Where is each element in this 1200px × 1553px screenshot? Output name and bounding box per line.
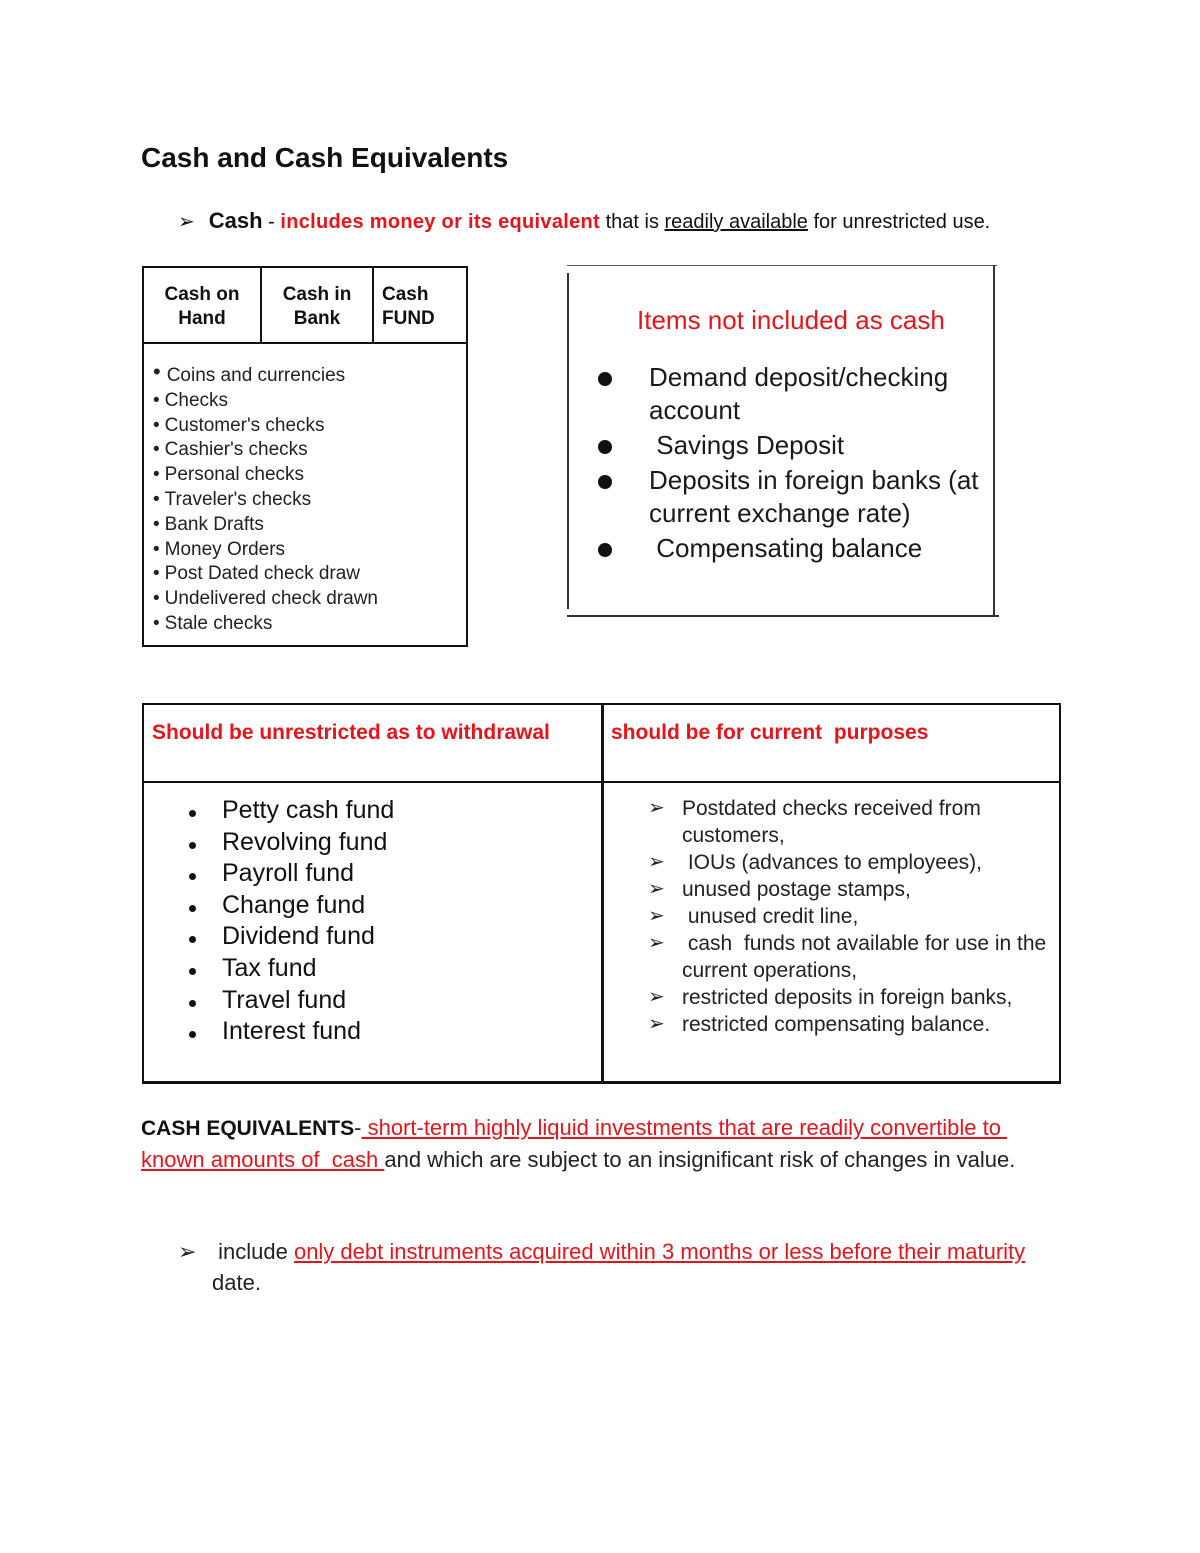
header-cash-fund xyxy=(382,268,462,342)
list-item: Change fund xyxy=(187,890,394,922)
cash-equivalents-red-definition: short-term highly liquid investments that are readily convertible to known amounts of cash xyxy=(141,1115,1008,1172)
header-line: FUND xyxy=(382,308,435,329)
header-cash-in-bank xyxy=(262,268,372,342)
cash-term: Cash xyxy=(208,208,263,233)
bullet-text-end: date. xyxy=(212,1270,261,1295)
readily-available-underlined: readily available xyxy=(664,211,808,233)
list-item: ➢ unused postage stamps, xyxy=(648,876,1048,903)
debt-instruments-red-text: only debt instruments acquired within 3 months or less before their maturity xyxy=(293,1239,1026,1264)
cash-equivalents-definition xyxy=(141,1112,1061,1175)
list-item: Dividend fund xyxy=(187,921,394,953)
bullet-text: include xyxy=(212,1239,294,1264)
header-line: Cash in xyxy=(282,284,352,305)
list-item: • Undelivered check drawn xyxy=(153,587,378,612)
debt-instruments-bullet xyxy=(178,1236,1038,1298)
column-divider xyxy=(601,705,604,1081)
list-item: Petty cash fund xyxy=(187,795,394,827)
items-not-included-box xyxy=(567,265,997,617)
definition-text: that is xyxy=(600,211,665,233)
header-line: Cash xyxy=(382,284,429,305)
list-item: • Bank Drafts xyxy=(153,513,378,538)
list-item: • Personal checks xyxy=(153,463,378,488)
box-border xyxy=(567,615,999,617)
page-title: Cash and Cash Equivalents xyxy=(141,142,509,173)
cash-items-list xyxy=(153,360,378,637)
funds-table xyxy=(142,703,1061,1084)
funds-list xyxy=(187,795,394,1048)
list-item: Interest fund xyxy=(187,1016,394,1048)
dash: - xyxy=(354,1115,362,1140)
list-item: • Stale checks xyxy=(153,612,378,637)
list-item: Payroll fund xyxy=(187,858,394,890)
list-item: Demand deposit/checking account xyxy=(597,361,997,427)
list-item: ➢ Postdated checks received from customers, xyxy=(648,795,1048,849)
list-item: ➢ restricted compensating balance. xyxy=(648,1011,1048,1038)
list-item: Revolving fund xyxy=(187,827,394,859)
list-item: • Post Dated check draw xyxy=(153,562,378,587)
list-item: Deposits in foreign banks (at current exchange rate) xyxy=(597,464,997,530)
list-item: • Cashier's checks xyxy=(153,438,378,463)
list-item: • Traveler's checks xyxy=(153,488,378,513)
cash-equivalents-rest: and which are subject to an insignificant risk of changes in value. xyxy=(384,1147,1016,1172)
not-included-title: Items not included as cash xyxy=(637,305,945,335)
dash: - xyxy=(262,211,281,233)
header-cash-on-hand xyxy=(144,268,260,342)
not-included-list xyxy=(597,361,997,567)
cash-equivalents-term: CASH EQUIVALENTS xyxy=(141,1117,355,1140)
list-item: • Checks xyxy=(153,389,378,414)
list-item: Travel fund xyxy=(187,985,394,1017)
cash-components-table xyxy=(142,266,468,647)
header-line: Hand xyxy=(178,308,226,329)
list-item: Tax fund xyxy=(187,953,394,985)
definition-text-end: for unrestricted use. xyxy=(807,211,991,233)
box-border xyxy=(567,273,569,609)
unrestricted-header: Should be unrestricted as to withdrawal xyxy=(152,721,550,744)
list-item: ➢ IOUs (advances to employees), xyxy=(648,849,1048,876)
arrow-bullet-icon: ➢ xyxy=(178,211,195,233)
list-item: ➢ restricted deposits in foreign banks, xyxy=(648,984,1048,1011)
list-item: • Money Orders xyxy=(153,538,378,563)
cash-definition xyxy=(178,208,990,234)
header-line: Bank xyxy=(293,308,341,329)
list-item: ➢ cash funds not available for use in the current operations, xyxy=(648,930,1048,984)
column-divider xyxy=(372,268,374,342)
list-item: Savings Deposit xyxy=(597,429,997,462)
cash-table-header xyxy=(144,268,466,344)
list-item: Compensating balance xyxy=(597,532,997,565)
current-purposes-header: should be for current purposes xyxy=(611,721,929,744)
list-item: • Customer's checks xyxy=(153,414,378,439)
arrow-bullet-icon: ➢ xyxy=(178,1239,197,1264)
list-item: ➢ unused credit line, xyxy=(648,903,1048,930)
header-line: Cash on xyxy=(164,284,240,305)
cash-red-definition: includes money or its equivalent xyxy=(280,211,601,233)
list-item: • Coins and currencies xyxy=(153,360,378,389)
box-border xyxy=(567,265,997,266)
exclusions-list xyxy=(648,795,1053,1038)
